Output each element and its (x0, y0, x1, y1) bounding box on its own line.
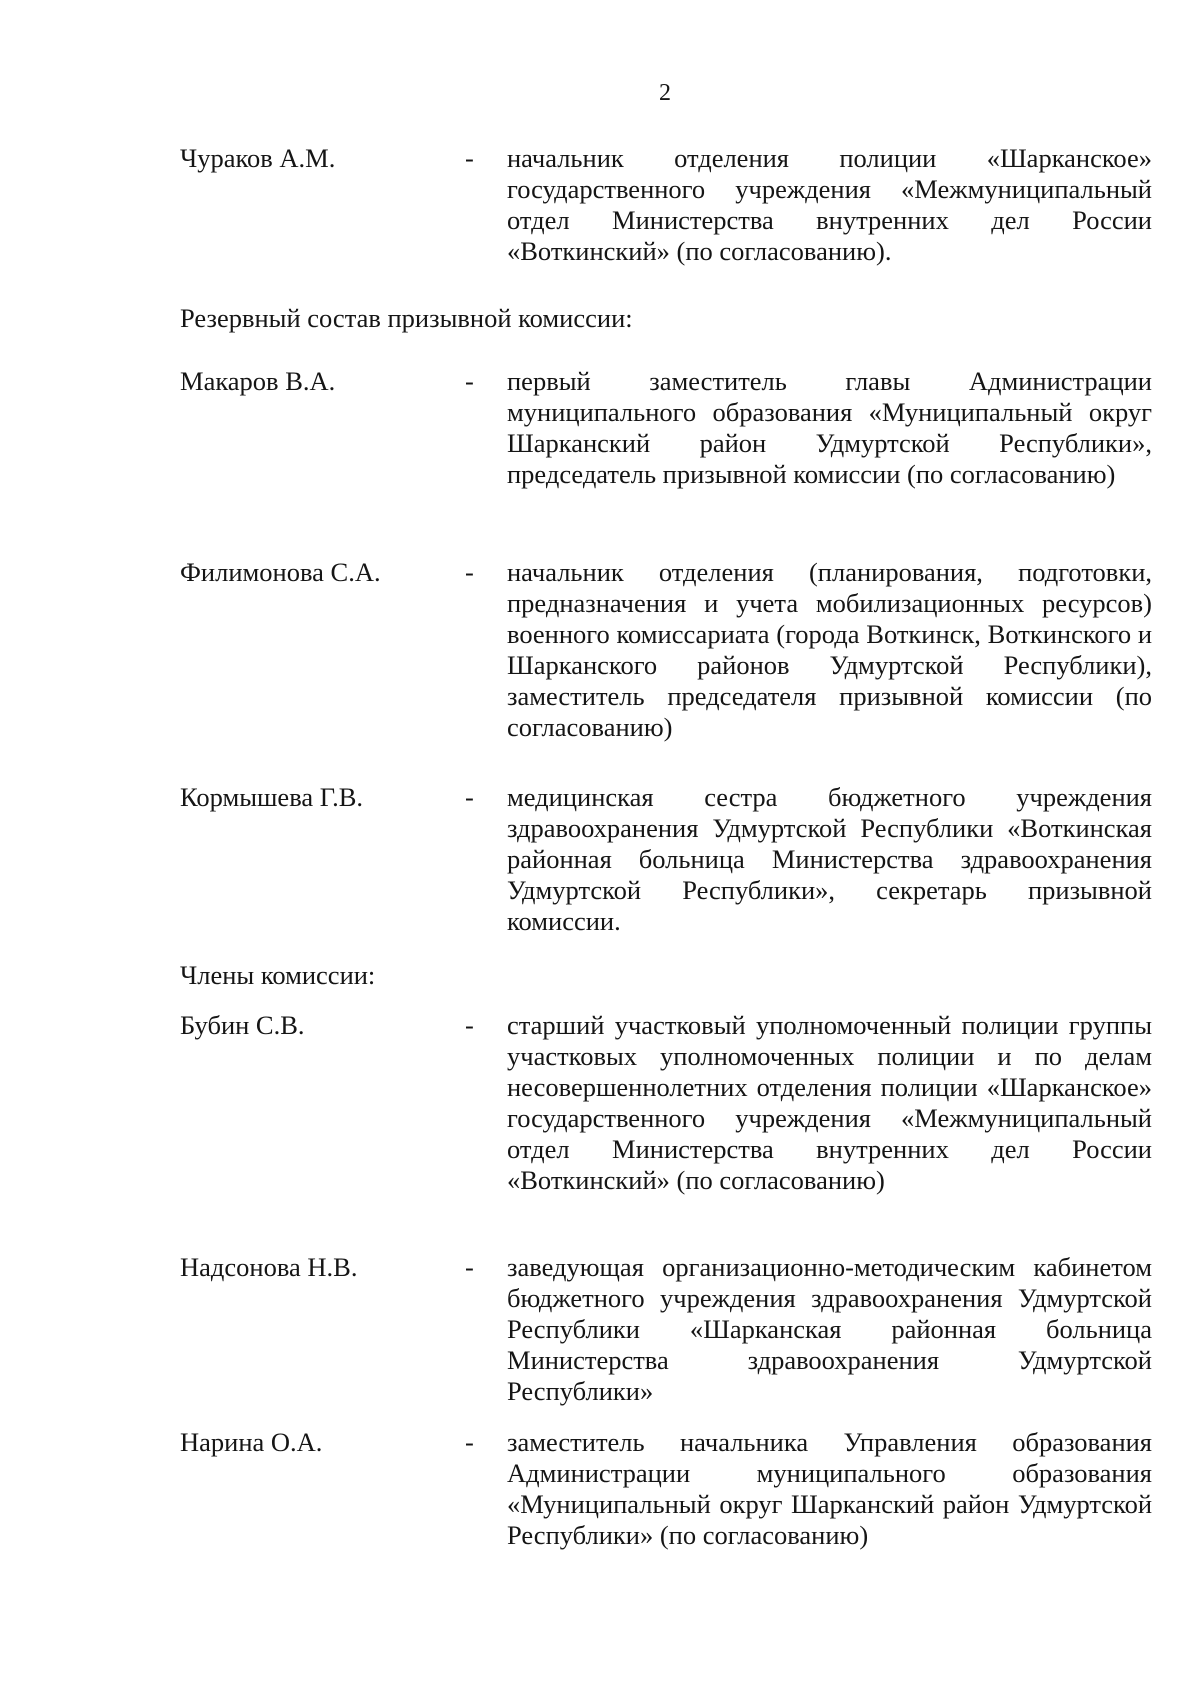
person-name: Нарина О.А. (180, 1427, 323, 1457)
person-name: Бубин С.В. (180, 1010, 305, 1040)
dash-separator: - (465, 1252, 474, 1282)
person-position: заместитель начальника Управления образования Администрации муниципального образования «Муниципальный округ Шарканский район Удмуртской Республики» (по согласованию) (507, 1427, 1152, 1550)
reserve-heading: Резервный состав призывной комиссии: (180, 303, 633, 333)
person-name: Макаров В.А. (180, 366, 336, 396)
dash-separator: - (465, 366, 474, 396)
person-name: Чураков А.М. (180, 143, 336, 173)
members-heading: Члены комиссии: (180, 960, 376, 990)
person-name: Надсонова Н.В. (180, 1252, 358, 1282)
page-number: 2 (659, 80, 671, 106)
person-name: Филимонова С.А. (180, 557, 381, 587)
person-name: Кормышева Г.В. (180, 782, 364, 812)
person-position: заведующая организационно-методическим кабинетом бюджетного учреждения здравоохранения Удмуртской Республики «Шарканская районная больница Министерства здравоохранения Удмуртской Республики» (507, 1252, 1152, 1406)
person-position: начальник отделения (планирования, подготовки, предназначения и учета мобилизационных ресурсов) военного комиссариата (города Воткинск, Воткинского и Шарканского районов Удмуртской Республики), заместитель председателя призывной комиссии (по согласованию) (507, 557, 1152, 742)
dash-separator: - (465, 782, 474, 812)
dash-separator: - (465, 1427, 474, 1457)
dash-separator: - (465, 1010, 474, 1040)
dash-separator: - (465, 557, 474, 587)
person-position: начальник отделения полиции «Шарканское» государственного учреждения «Межмуниципальный отдел Министерства внутренних дел России «Воткинский» (по согласованию). (507, 143, 1152, 266)
person-position: первый заместитель главы Администрации муниципального образования «Муниципальный округ Шарканский район Удмуртской Республики», председатель призывной комиссии (по согласованию) (507, 366, 1152, 489)
person-position: медицинская сестра бюджетного учреждения здравоохранения Удмуртской Республики «Воткинская районная больница Министерства здравоохранения Удмуртской Республики», секретарь призывной комиссии. (507, 782, 1152, 936)
dash-separator: - (465, 143, 474, 173)
person-position: старший участковый уполномоченный полиции группы участковых уполномоченных полиции и по делам несовершеннолетних отделения полиции «Шарканское» государственного учреждения «Межмуниципальный отдел Министерства внутренних дел России «Воткинский» (по согласованию) (507, 1010, 1152, 1195)
